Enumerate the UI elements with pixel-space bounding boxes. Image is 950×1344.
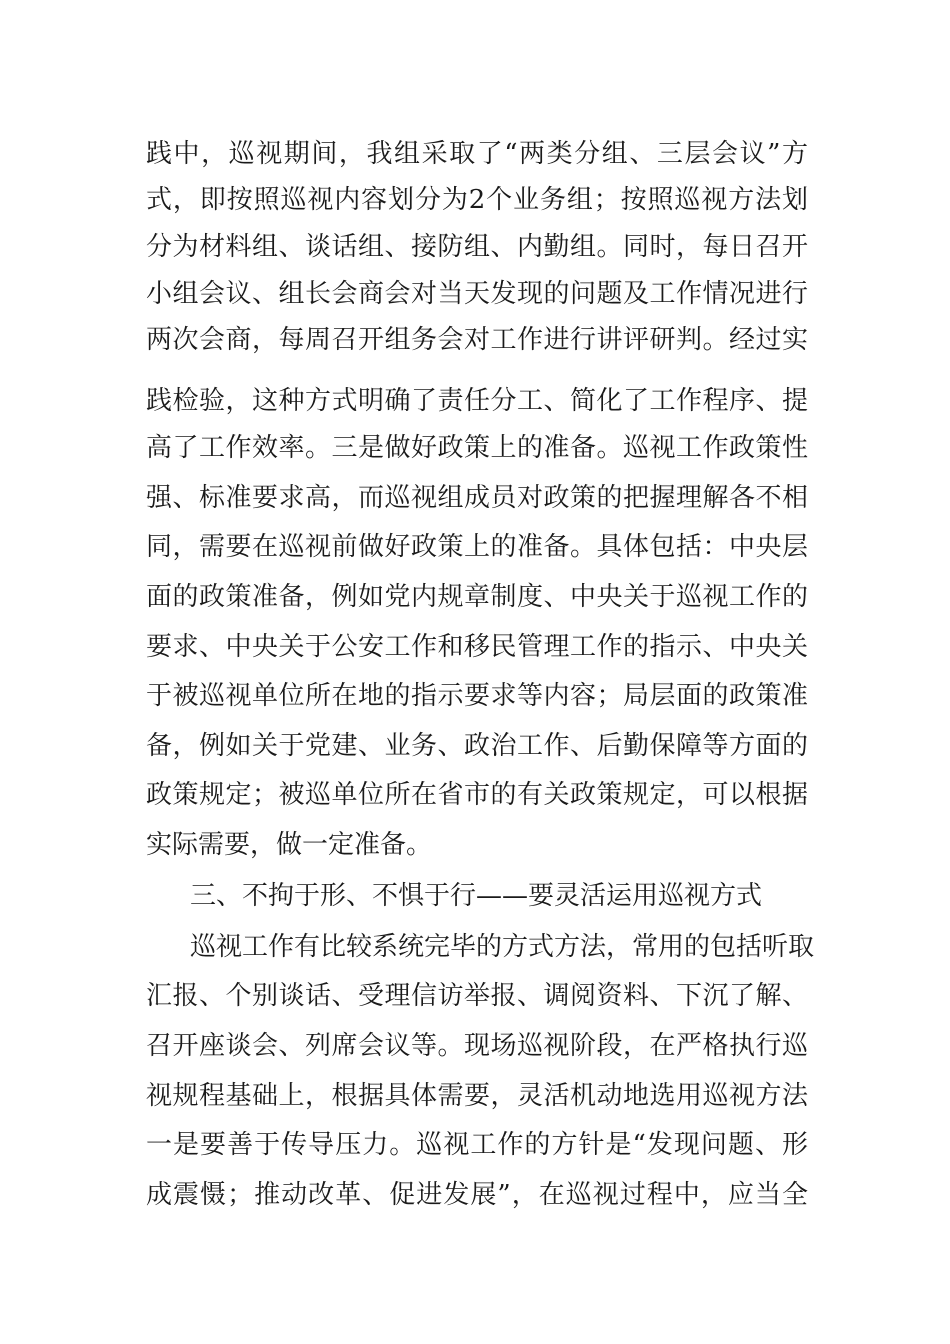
paragraph-1-line-9: 同，需要在巡视前做好政策上的准备。具体包括：中央层: [146, 532, 808, 562]
paragraph-2-line-3: 召开座谈会、列席会议等。现场巡视阶段，在严格执行巡: [146, 1031, 808, 1061]
paragraph-1-line-6: 践检验，这种方式明确了责任分工、简化了工作程序、提: [146, 386, 808, 416]
paragraph-2-line-6: 成震慑；推动改革、促进发展”，在巡视过程中，应当全: [146, 1180, 808, 1210]
paragraph-1-line-5: 两次会商，每周召开组务会对工作进行讲评研判。经过实: [146, 325, 808, 355]
paragraph-2-line-1: 巡视工作有比较系统完毕的方式方法，常用的包括听取: [190, 932, 815, 962]
paragraph-1-line-3: 分为材料组、谈话组、接防组、内勤组。同时，每日召开: [146, 232, 808, 262]
paragraph-1-line-7: 高了工作效率。三是做好政策上的准备。巡视工作政策性: [146, 433, 808, 463]
paragraph-1-line-8: 强、标准要求高，而巡视组成员对政策的把握理解各不相: [146, 483, 808, 513]
paragraph-2-line-5: 一是要善于传导压力。巡视工作的方针是“发现问题、形: [146, 1130, 808, 1160]
paragraph-1-line-1: 践中，巡视期间，我组采取了“两类分组、三层会议”方: [146, 139, 808, 169]
paragraph-1-line-12: 于被巡视单位所在地的指示要求等内容；局层面的政策准: [146, 681, 808, 711]
paragraph-1-line-14: 政策规定；被巡单位所在省市的有关政策规定，可以根据: [146, 780, 808, 810]
paragraph-2-line-4: 视规程基础上，根据具体需要，灵活机动地选用巡视方法: [146, 1081, 808, 1111]
paragraph-1-line-4: 小组会议、组长会商会对当天发现的问题及工作情况进行: [146, 279, 808, 309]
paragraph-1-line-13: 备，例如关于党建、业务、政治工作、后勤保障等方面的: [146, 731, 808, 761]
paragraph-1-line-10: 面的政策准备，例如党内规章制度、中央关于巡视工作的: [146, 582, 808, 612]
paragraph-2-line-2: 汇报、个别谈话、受理信访举报、调阅资料、下沉了解、: [146, 981, 808, 1011]
paragraph-1-line-2: 式，即按照巡视内容划分为2个业务组；按照巡视方法划: [146, 185, 808, 215]
section-heading: 三、不拘于形、不惧于行——要灵活运用巡视方式: [190, 881, 763, 911]
paragraph-1-line-15: 实际需要，做一定准备。: [146, 830, 433, 860]
paragraph-1-line-11: 要求、中央关于公安工作和移民管理工作的指示、中央关: [146, 632, 808, 662]
